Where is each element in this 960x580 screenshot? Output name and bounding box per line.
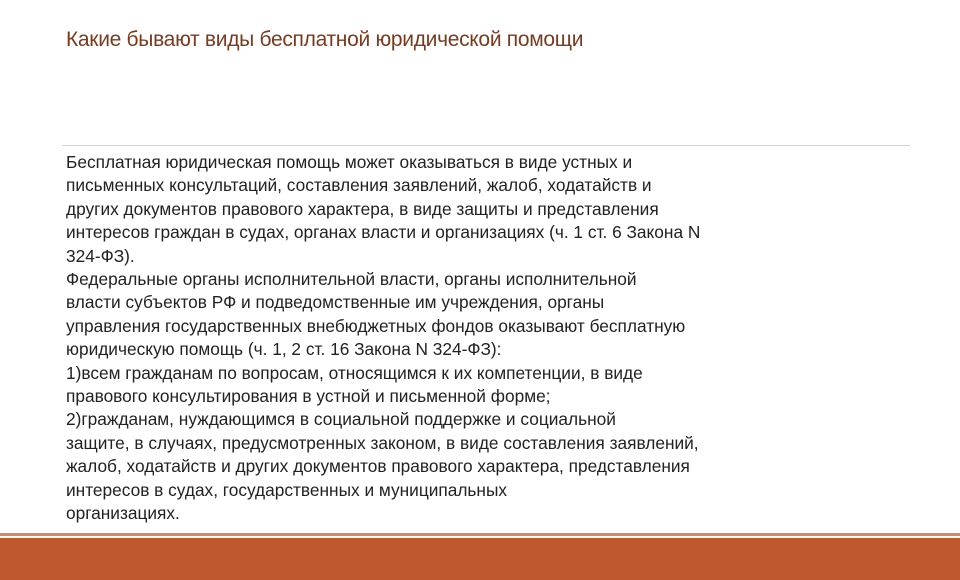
body-paragraph-intro: Бесплатная юридическая помощь может оказываться в виде устных и письменных консультаций, составления заявлений, жалоб, ходатайств и других документов правового характера, в виде защиты и представления интересов граждан в судах, органах власти и организациях (ч. 1 ст. 6 Закона N 324-ФЗ). <box>66 152 701 266</box>
title-divider <box>62 145 910 146</box>
footer-accent-line <box>0 533 960 536</box>
body-list-item-1: 1)всем гражданам по вопросам, относящимся к их компетенции, в виде правового консультирования в устной и письменной форме; <box>66 362 643 407</box>
slide-title: Какие бывают виды бесплатной юридической помощи <box>66 28 584 51</box>
slide-body <box>66 151 786 526</box>
body-list-item-2: 2)гражданам, нуждающимся в социальной поддержке и социальной защите, в случаях, предусмотренных законом, в виде составления заявлений, жалоб, ходатайств и других документов правового характера, представления интересов в судах, государственных и муниципальных организациях. <box>66 409 699 524</box>
body-paragraph-federal-bodies: Федеральные органы исполнительной власти, органы исполнительной власти субъектов РФ и подведомственные им учреждения, органы управления государственных внебюджетных фондов оказывают бесплатную юридическую помощь (ч. 1, 2 ст. 16 Закона N 324-ФЗ): <box>66 269 686 360</box>
footer-bar <box>0 538 960 580</box>
